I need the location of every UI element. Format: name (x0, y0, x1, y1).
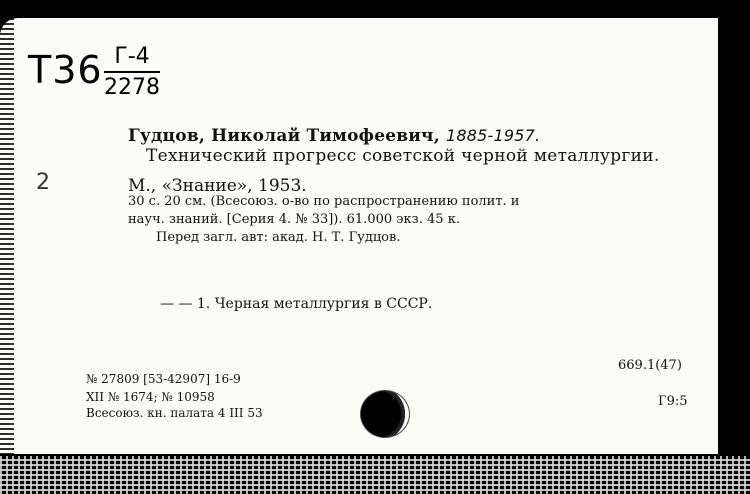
registry-line-2: XII № 1674; № 10958 (86, 390, 215, 404)
call-number-bottom: 2278 (104, 75, 160, 100)
author-heading (128, 126, 540, 146)
imprint-line: М., «Знание», 1953. (128, 176, 307, 196)
author-note: Перед загл. авт: акад. Н. Т. Гудцов. (156, 230, 401, 245)
registry-line-1: № 27809 [53-42907] 16-9 (86, 372, 241, 386)
scan-edge-noise (0, 18, 14, 454)
scan-right-border (718, 18, 750, 454)
registry-line-3: Всесоюз. кн. палата 4 III 53 (86, 406, 263, 420)
author-name: Гудцов, Николай Тимофеевич, (128, 126, 440, 146)
collation-line-1: 30 с. 20 см. (Всесоюз. о-во по распространению полит. и (128, 194, 520, 209)
title-line-1: Технический прогресс советской черной металлургии. (146, 146, 660, 166)
collation-line-2: науч. знаний. [Серия 4. № 33]). 61.000 экз. 45 к. (128, 212, 460, 227)
handwritten-mark: 2 (36, 170, 50, 195)
author-years: 1885-1957. (445, 126, 541, 145)
g-code: Г9:5 (658, 394, 688, 409)
scan-bottom-strip (0, 456, 750, 494)
call-number-main: Т36 (28, 48, 103, 92)
call-number-fraction (104, 44, 160, 100)
classification-number: 669.1(47) (618, 358, 682, 373)
subject-heading: — — 1. Черная металлургия в СССР. (160, 296, 433, 312)
call-number-top: Г-4 (104, 44, 160, 73)
punch-hole (360, 390, 410, 438)
